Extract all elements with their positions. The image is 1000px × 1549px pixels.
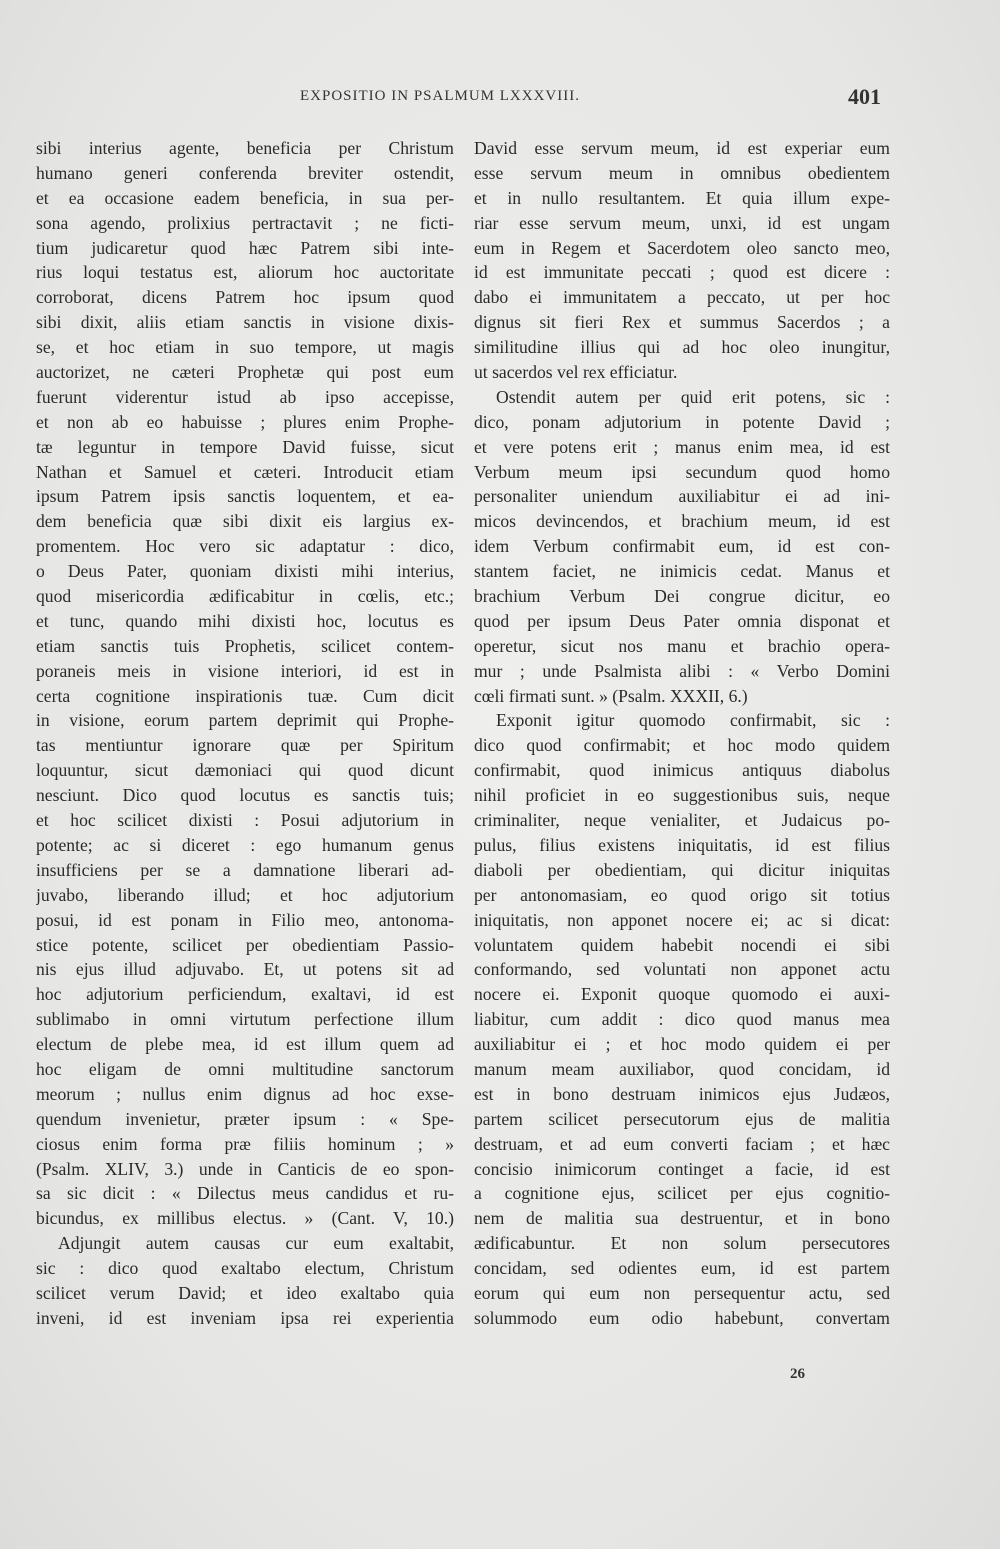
text-line: in visione, eorum partem deprimit qui Prophe-: [36, 710, 454, 731]
text-line: iniquitatis, non apponet nocere ei; ac si dicat:: [474, 909, 890, 930]
text-line: se, et hoc etiam in suo tempore, ut magis: [36, 337, 454, 358]
text-line: personaliter uniendum auxiliabitur ei ad ini-: [474, 486, 890, 507]
text-line: quod per ipsum Deus Pater omnia disponat et: [474, 610, 890, 631]
text-line: electum de plebe mea, id est illum quem ad: [36, 1034, 454, 1055]
text-line: mur ; unde Psalmista alibi : « Verbo Domini: [474, 660, 890, 681]
text-line: humano generi conferenda breviter ostendit,: [36, 162, 454, 183]
text-line: ipsum Patrem ipsis sanctis loquentem, et ea-: [36, 486, 454, 507]
text-line: rius loqui testatus est, aliorum hoc auctoritate: [36, 262, 454, 283]
text-line: cœli firmati sunt. » (Psalm. XXXII, 6.): [474, 685, 748, 706]
text-line: insufficiens per se a damnatione liberari ad-: [36, 859, 454, 880]
text-line: quod misericordia ædificabitur in cœlis, etc.;: [36, 586, 454, 607]
text-line: sublimabo in omni virtutum perfectione illum: [36, 1009, 454, 1030]
text-line: loquuntur, sicut dæmoniaci qui quod dicunt: [36, 760, 454, 781]
text-line: certa cognitione inspirationis tuæ. Cum dicit: [36, 685, 454, 706]
text-line: solummodo eum odio habebunt, convertam: [474, 1307, 890, 1328]
text-line: meorum ; nullus enim dignus ad hoc exse-: [36, 1083, 454, 1104]
text-line: ut sacerdos vel rex efficiatur.: [474, 362, 678, 383]
text-line: bicundus, ex millibus electus. » (Cant. V, 10.): [36, 1208, 454, 1229]
page-number: 401: [848, 84, 881, 109]
text-line: dem beneficia quæ sibi dixit eis largius ex-: [36, 511, 454, 532]
text-line: dico quod confirmabit; et hoc modo quidem: [474, 735, 890, 756]
text-line: tium judicaretur quod hæc Patrem sibi inte-: [36, 237, 454, 258]
text-line: (Psalm. XLIV, 3.) unde in Canticis de eo spon-: [36, 1158, 454, 1179]
text-line: nem de malitia sua destruentur, et in bono: [474, 1208, 890, 1229]
text-line: et hoc scilicet dixisti : Posui adjutorium in: [36, 810, 454, 831]
text-line: ciosus enim forma præ filiis hominum ; »: [36, 1133, 454, 1154]
text-line: concisio inimicorum continget a facie, id est: [474, 1158, 890, 1179]
text-line: per antonomasiam, eo quod origo sit totius: [474, 884, 890, 905]
text-line: stice potente, scilicet per obedientiam Passio-: [36, 934, 454, 955]
text-line: liabitur, cum addit : dico quod manus mea: [474, 1009, 890, 1030]
text-line: id est immunitate peccati ; quod est dicere :: [474, 262, 890, 283]
text-line: confirmabit, quod inimicus antiquus diabolus: [474, 760, 890, 781]
text-line: auxiliabitur ei ; et hoc modo quidem ei per: [474, 1034, 890, 1055]
text-line: quendum invenietur, præter ipsum : « Spe-: [36, 1108, 454, 1129]
text-line: esse servum meum in omnibus obedientem: [474, 162, 890, 183]
text-line: eum in Regem et Sacerdotem oleo sancto meo,: [474, 237, 890, 258]
text-line: nihil proficiet in eo suggestionibus suis, neque: [474, 785, 890, 806]
text-line: nis ejus illud adjuvabo. Et, ut potens sit ad: [36, 959, 454, 980]
text-line: et vere potens erit ; manus enim mea, id est: [474, 436, 890, 457]
text-line: Verbum meum ipsi secundum quod homo: [474, 461, 890, 482]
text-line: inveni, id est inveniam ipsa rei experientia: [36, 1307, 454, 1328]
text-line: conformando, sed voluntati non apponet actu: [474, 959, 890, 980]
text-line: riar esse servum meum, unxi, id est ungam: [474, 212, 890, 233]
text-line: criminaliter, neque venialiter, et Judaicus po-: [474, 810, 890, 831]
text-line: Nathan et Samuel et cæteri. Introducit etiam: [36, 461, 454, 482]
text-line: et ea occasione eadem beneficia, in sua per-: [36, 187, 454, 208]
text-line: partem scilicet persecutorum ejus de malitia: [474, 1108, 890, 1129]
text-line: juvabo, liberando illud; et hoc adjutorium: [36, 884, 454, 905]
text-line: voluntatem quidem habebit nocendi ei sibi: [474, 934, 890, 955]
text-line: scilicet verum David; et ideo exaltabo quia: [36, 1282, 454, 1303]
text-line: operetur, sicut nos manu et brachio opera-: [474, 635, 890, 656]
text-line: eorum qui eum non persequentur actu, sed: [474, 1282, 890, 1303]
text-line: concidam, sed odientes eum, id est partem: [474, 1258, 890, 1279]
text-line: nesciunt. Dico quod locutus es sanctis tuis;: [36, 785, 454, 806]
text-line: a cognitione ejus, scilicet per ejus cognitio-: [474, 1183, 890, 1204]
text-line: fuerunt viderentur istud ab ipso accepisse,: [36, 386, 454, 407]
text-line: corroborat, dicens Patrem hoc ipsum quod: [36, 287, 454, 308]
text-line: etiam sanctis tuis Prophetis, scilicet contem-: [36, 635, 454, 656]
text-line: promentem. Hoc vero sic adaptatur : dico,: [36, 536, 454, 557]
text-line: destruam, et ad eum converti faciam ; et hæc: [474, 1133, 890, 1154]
text-line: poraneis meis in visione interiori, id est in: [36, 660, 454, 681]
text-line: auctorizet, ne cæteri Prophetæ qui post eum: [36, 362, 454, 383]
text-line: sona agendo, prolixius pertractavit ; ne ficti-: [36, 212, 454, 233]
text-line: micos devincendos, et brachium meum, id est: [474, 511, 890, 532]
text-line: brachium Verbum Dei congrue dicitur, eo: [474, 586, 890, 607]
running-title: EXPOSITIO IN PSALMUM LXXXVIII.: [300, 88, 580, 104]
text-line: Ostendit autem per quid erit potens, sic :: [496, 386, 890, 407]
text-line: dignus sit fieri Rex et summus Sacerdos ; a: [474, 312, 890, 333]
text-line: nocere ei. Exponit quoque quomodo ei auxi-: [474, 984, 890, 1005]
text-line: pulus, filius existens iniquitatis, id est filius: [474, 834, 890, 855]
text-line: sibi interius agente, beneficia per Christum: [36, 138, 454, 158]
text-line: diaboli per obedientiam, qui dicitur iniquitas: [474, 859, 890, 880]
text-line: et in nullo resultantem. Et quia illum expe-: [474, 187, 890, 208]
text-line: hoc adjutorium perficiendum, exaltavi, id est: [36, 984, 454, 1005]
text-line: sibi dixit, aliis etiam sanctis in visione dixis-: [36, 312, 454, 333]
text-line: posui, id est ponam in Filio meo, antonoma-: [36, 909, 454, 930]
text-line: ædificabuntur. Et non solum persecutores: [474, 1233, 890, 1254]
text-line: stantem faciet, ne inimicis cedat. Manus et: [474, 561, 890, 582]
text-line: o Deus Pater, quoniam dixisti mihi interius,: [36, 561, 454, 582]
text-line: et tunc, quando mihi dixisti hoc, locutus es: [36, 610, 454, 631]
text-line: dabo ei immunitatem a peccato, ut per hoc: [474, 287, 890, 308]
text-line: similitudine illius qui ad hoc oleo inungitur,: [474, 337, 890, 358]
text-line: tas mentiuntur ignorare quæ per Spiritum: [36, 735, 454, 756]
left-column: [36, 136, 454, 1331]
right-column: [474, 136, 890, 1331]
text-line: idem Verbum confirmabit eum, id est con-: [474, 536, 890, 557]
text-line: hoc eligam de omni multitudine sanctorum: [36, 1058, 454, 1079]
text-line: David esse servum meum, id est experiar eum: [474, 138, 890, 158]
text-line: dico, ponam adjutorium in potente David ;: [474, 411, 890, 432]
text-line: potente; ac si diceret : ego humanum genus: [36, 834, 454, 855]
signature-mark: 26: [790, 1366, 805, 1382]
text-line: manum meam auxiliabor, quod concidam, id: [474, 1058, 890, 1079]
text-line: et non ab eo habuisse ; plures enim Prophe-: [36, 411, 454, 432]
text-line: sic : dico quod exaltabo electum, Christum: [36, 1258, 454, 1279]
text-line: Exponit igitur quomodo confirmabit, sic :: [496, 710, 890, 731]
text-line: Adjungit autem causas cur eum exaltabit,: [58, 1233, 454, 1254]
text-line: tæ leguntur in tempore David fuisse, sicut: [36, 436, 454, 457]
text-line: sa sic dicit : « Dilectus meus candidus et ru-: [36, 1183, 454, 1204]
text-line: est in bono destruam inimicos ejus Judæos,: [474, 1083, 890, 1104]
